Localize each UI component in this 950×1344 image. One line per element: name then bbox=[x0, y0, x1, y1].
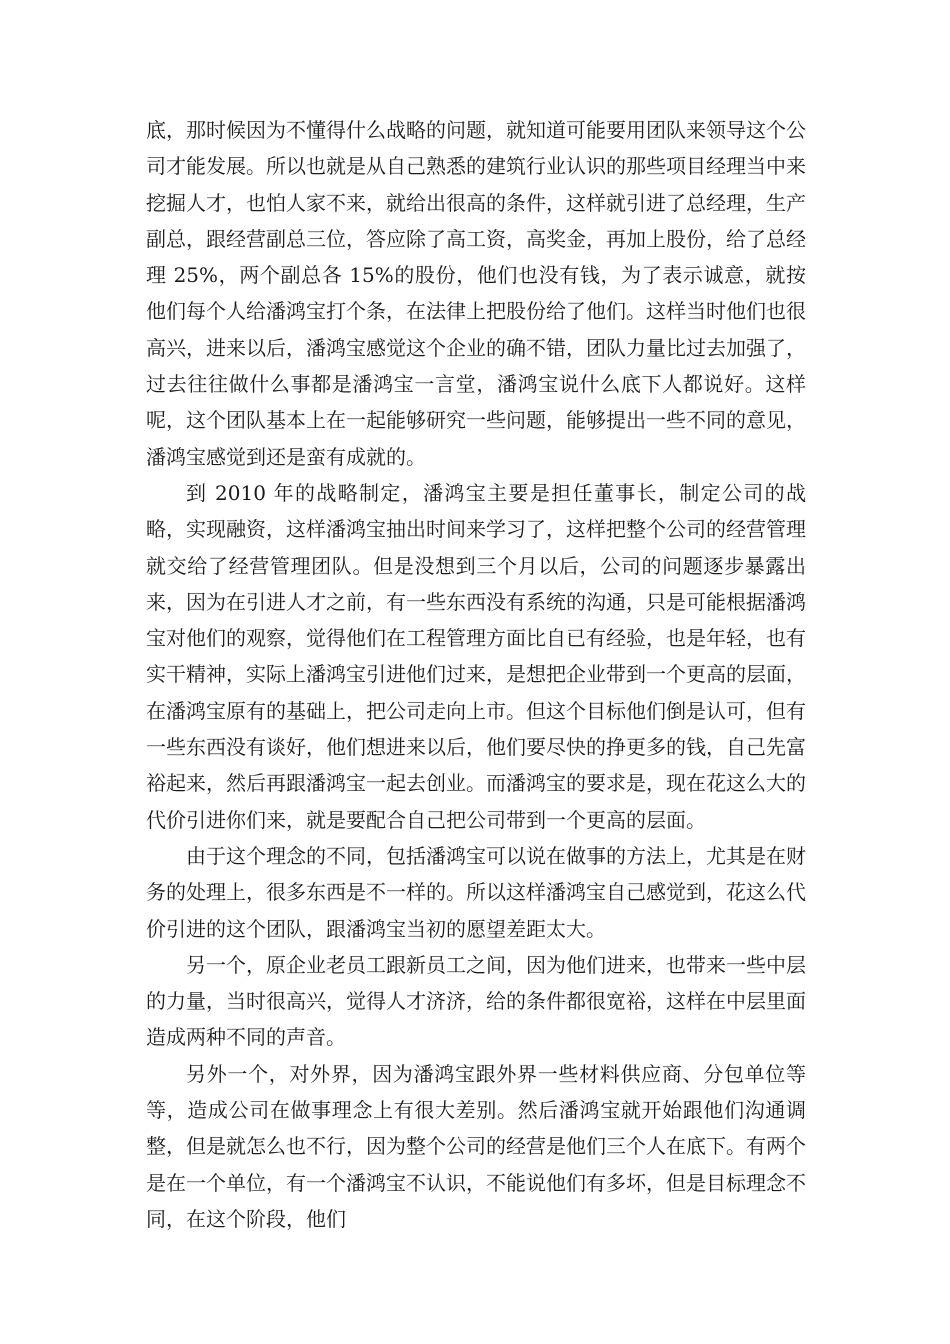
body-text bbox=[146, 112, 806, 1237]
paragraph-5: 另外一个，对外界，因为潘鸿宝跟外界一些材料供应商、分包单位等等，造成公司在做事理念上有很大差别。然后潘鸿宝就开始跟他们沟通调整，但是就怎么也不行，因为整个公司的经营是他们三个人在底下。有两个是在一个单位，有一个潘鸿宝不认识，不能说他们有多坏，但是目标理念不同，在这个阶段，他们 bbox=[146, 1061, 806, 1231]
paragraph-4: 另一个，原企业老员工跟新员工之间，因为他们进来，也带来一些中层的力量，当时很高兴，觉得人才济济，给的条件都很宽裕，这样在中层里面造成两种不同的声音。 bbox=[146, 952, 806, 1050]
paragraph-1: 底，那时候因为不懂得什么战略的问题，就知道可能要用团队来领导这个公司才能发展。所以也就是从自己熟悉的建筑行业认识的那些项目经理当中来挖掘人才，也怕人家不来，就给出很高的条件，这样就引进了总经理，生产副总，跟经营副总三位，答应除了高工资，高奖金，再加上股份，给了总经理 25%，两个副总各 15%的股份，他们也没有钱，为了表示诚意，就按他们每个人给潘鸿宝打个条，在法律上把股份给了他们。这样当时他们也很高兴，进来以后，潘鸿宝感觉这个企业的确不错，团队力量比过去加强了，过去往往做什么事都是潘鸿宝一言堂，潘鸿宝说什么底下人都说好。这样呢，这个团队基本上在一起能够研究一些问题，能够提出一些不同的意见，潘鸿宝感觉到还是蛮有成就的。 bbox=[146, 118, 806, 469]
paragraph-2: 到 2010 年的战略制定，潘鸿宝主要是担任董事长，制定公司的战略，实现融资，这样潘鸿宝抽出时间来学习了，这样把整个公司的经营管理就交给了经营管理团队。但是没想到三个月以后，公司的问题逐步暴露出来，因为在引进人才之前，有一些东西没有系统的沟通，只是可能根据潘鸿宝对他们的观察，觉得他们在工程管理方面比自已有经验，也是年轻，也有实干精神，实际上潘鸿宝引进他们过来，是想把企业带到一个更高的层面，在潘鸿宝原有的基础上，把公司走向上市。但这个目标他们倒是认可，但有一些东西没有谈好，他们想进来以后，他们要尽快的挣更多的钱，自己先富裕起来，然后再跟潘鸿宝一起去创业。而潘鸿宝的要求是，现在花这么大的代价引进你们来，就是要配合自己把公司带到一个更高的层面。 bbox=[146, 480, 806, 832]
paragraph-3: 由于这个理念的不同，包括潘鸿宝可以说在做事的方法上，尤其是在财务的处理上，很多东西是不一样的。所以这样潘鸿宝自己感觉到，花这么代价引进的这个团队，跟潘鸿宝当初的愿望差距太大。 bbox=[146, 843, 806, 941]
